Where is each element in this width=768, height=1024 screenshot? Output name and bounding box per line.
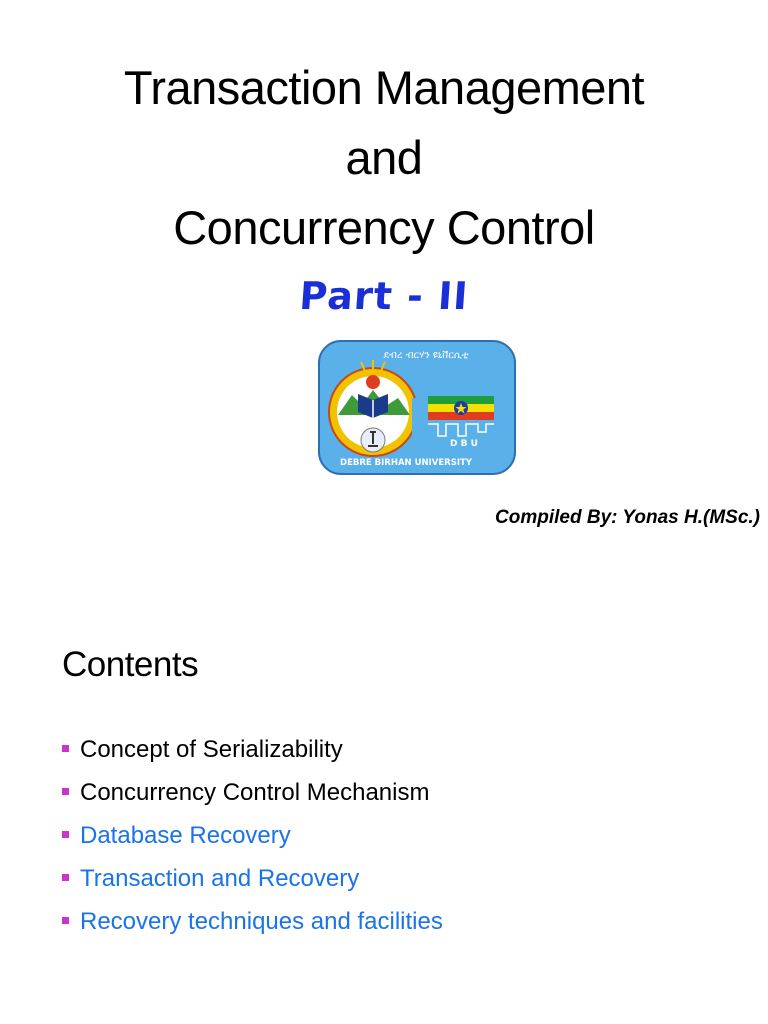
contents-item — [62, 862, 443, 905]
bullet-icon — [62, 874, 69, 881]
contents-item — [62, 905, 443, 948]
bullet-icon — [62, 917, 69, 924]
university-logo-icon — [318, 340, 516, 475]
contents-item-label: Concept of Serializability — [80, 736, 343, 763]
logo-bottom-text: DEBRE BIRHAN UNIVERSITY — [340, 458, 472, 468]
bullet-icon — [62, 788, 69, 795]
bullet-icon — [62, 745, 69, 752]
part-label: Part - II — [298, 274, 470, 318]
contents-list — [62, 733, 443, 948]
bullet-icon — [62, 831, 69, 838]
slide-title-line-2: and — [345, 131, 423, 184]
logo-dbu-text: D B U — [450, 439, 478, 449]
contents-item-label: Concurrency Control Mechanism — [80, 779, 430, 806]
contents-heading: Contents — [62, 645, 199, 684]
slide-title-line-1: Transaction Management — [123, 61, 645, 114]
slide-title-line-3: Concurrency Control — [173, 201, 595, 254]
contents-slide — [0, 585, 768, 1024]
compiled-by-credit: Compiled By: Yonas H.(MSc.) — [495, 507, 760, 528]
contents-item — [62, 733, 443, 776]
logo-top-text: ደብረ ብርሃን ዩኒቨርሲቲ — [383, 350, 469, 361]
contents-item-label: Database Recovery — [80, 822, 291, 849]
contents-item — [62, 776, 443, 819]
contents-item-label: Recovery techniques and facilities — [80, 908, 443, 935]
contents-item — [62, 819, 443, 862]
contents-item-label: Transaction and Recovery — [80, 865, 360, 892]
